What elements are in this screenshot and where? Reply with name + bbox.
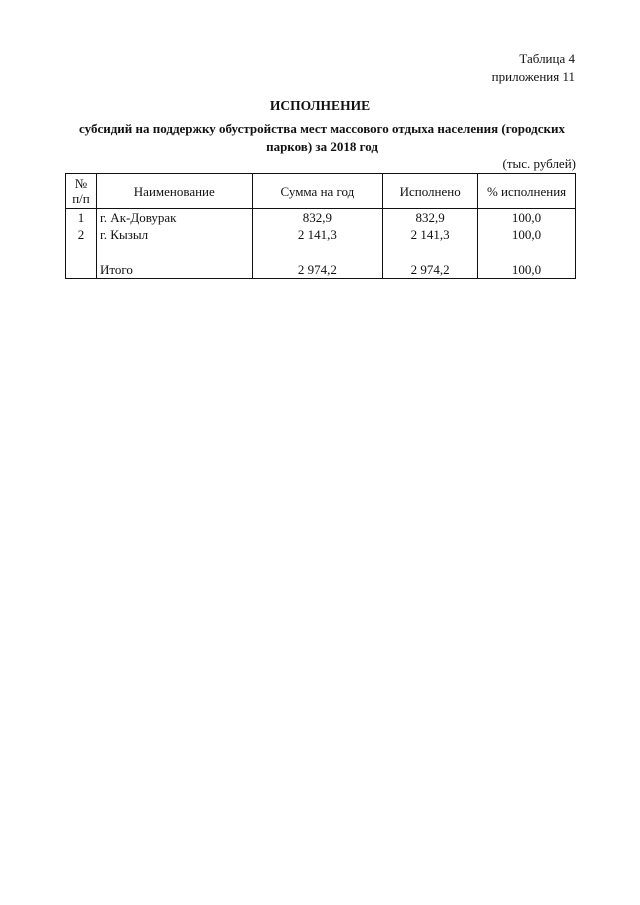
table-header-row [66, 174, 576, 209]
row-number: 1 [66, 209, 97, 227]
subtitle-line-2: парков) за 2018 год [266, 139, 378, 154]
total-executed: 2 974,2 [383, 261, 478, 279]
header-number [66, 174, 97, 209]
total-percent: 100,0 [478, 261, 576, 279]
annex-label: приложения 11 [491, 69, 575, 84]
document-title: ИСПОЛНЕНИЕ [269, 98, 371, 113]
annex-reference [492, 50, 575, 86]
row-name: г. Ак-Довурак [96, 209, 252, 227]
table-label: Таблица 4 [519, 51, 575, 66]
row-percent: 100,0 [478, 226, 576, 243]
row-name: г. Кызыл [96, 226, 252, 243]
header-name: Наименование [96, 174, 252, 209]
execution-table [65, 173, 576, 279]
table-row [66, 226, 576, 243]
total-number-empty [66, 261, 97, 279]
units-note: (тыс. рублей) [502, 156, 576, 171]
row-executed: 832,9 [383, 209, 478, 227]
header-percent: % исполнения [478, 174, 576, 209]
total-annual-sum: 2 974,2 [252, 261, 383, 279]
header-number-line-2: п/п [72, 191, 90, 206]
table-total-row [66, 261, 576, 279]
row-number: 2 [66, 226, 97, 243]
table-row [66, 209, 576, 227]
row-annual-sum: 832,9 [252, 209, 383, 227]
row-percent: 100,0 [478, 209, 576, 227]
header-number-line-1: № [74, 176, 88, 191]
row-annual-sum: 2 141,3 [252, 226, 383, 243]
header-executed: Исполнено [383, 174, 478, 209]
table-spacer-row [66, 243, 576, 261]
document-subtitle [62, 120, 582, 156]
subtitle-line-1: субсидий на поддержку обустройства мест массового отдыха населения (городских [79, 121, 565, 136]
header-annual-sum: Сумма на год [252, 174, 383, 209]
row-executed: 2 141,3 [383, 226, 478, 243]
total-label: Итого [96, 261, 252, 279]
